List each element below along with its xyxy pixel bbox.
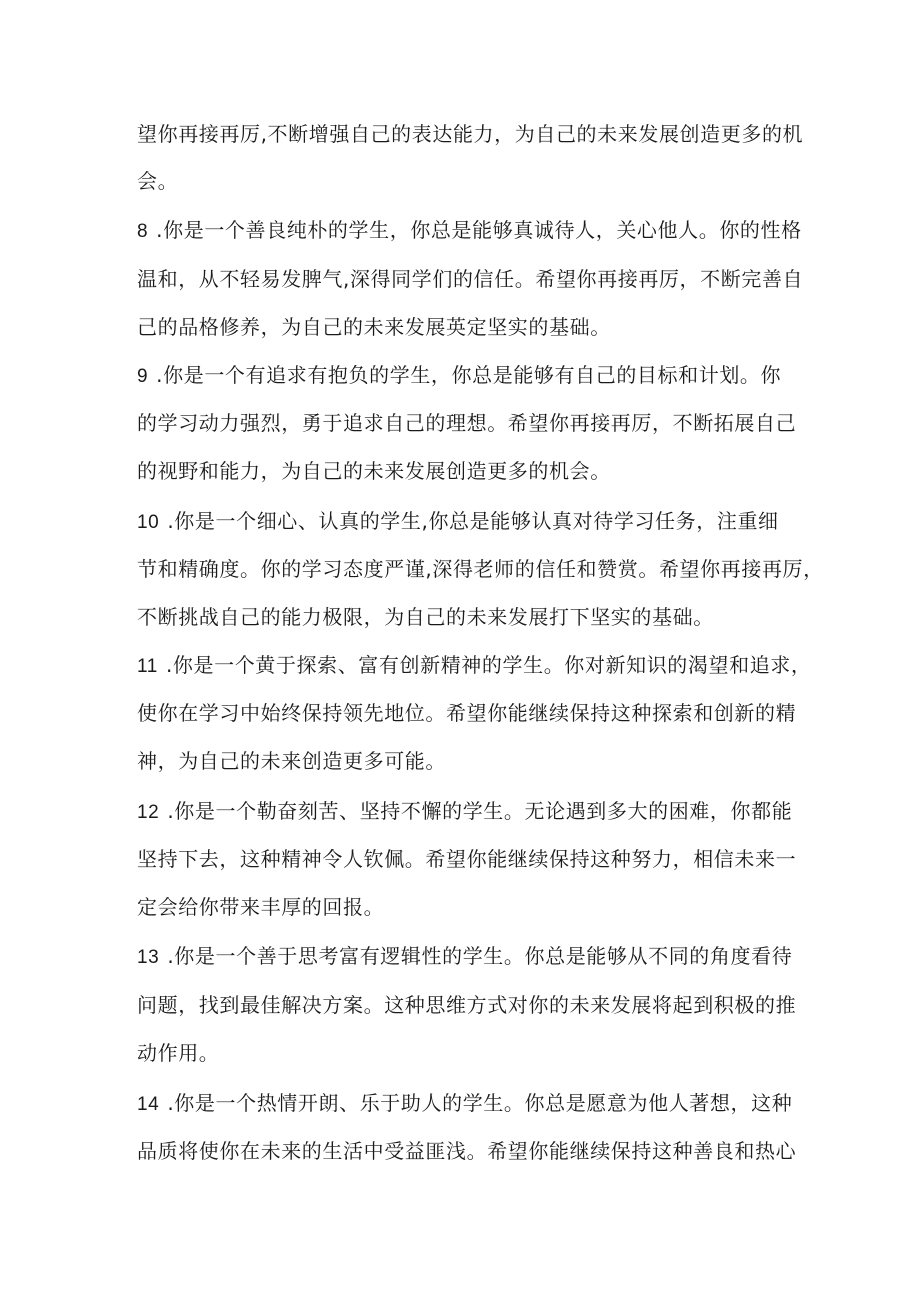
text-line: [137, 456, 797, 488]
text-line: [137, 360, 797, 392]
text-line: [137, 506, 797, 538]
item-number: 13: [137, 947, 160, 968]
text-line: [137, 1136, 797, 1168]
line-text: 品质将使你在未来的生活中受益匪浅。希望你能继续保持这种善良和热心: [137, 1139, 797, 1163]
item-number: 14: [137, 1094, 160, 1115]
line-text: .你是一个善良纯朴的学生，你总是能够真诚待人，关心他人。你的性格: [156, 218, 802, 242]
text-line: [137, 215, 802, 247]
text-line: [137, 650, 812, 682]
line-text: 定会给你带来丰厚的回报。: [137, 895, 385, 919]
line-text: 己的品格修养，为自己的未来发展英定坚实的基础。: [137, 315, 611, 339]
line-text: 节和精确度。你的学习态度严谨,深得老师的信任和赞赏。希望你再接再厉，: [137, 557, 824, 581]
line-text: .你是一个热情开朗、乐于助人的学生。你总是愿意为他人著想，这种: [167, 1091, 793, 1115]
line-text: 问题，找到最佳解决方案。这种思维方式对你的未来发展将起到积极的推: [137, 993, 797, 1017]
text-line: [137, 264, 804, 296]
line-text: 不断挑战自己的能力极限，为自己的未来发展打下坚实的基础。: [137, 605, 714, 629]
text-line: [137, 312, 797, 344]
line-text: 的学习动力强烈，勇于追求自己的理想。希望你再接再厉，不断拓展自己: [137, 411, 797, 435]
text-line: [137, 844, 797, 876]
text-line: [137, 796, 797, 828]
text-line: [137, 1038, 797, 1070]
line-text: 使你在学习中始终保持领先地位。希望你能继续保持这种探索和创新的精: [137, 701, 797, 725]
line-text: 坚持下去，这种精神令人钦佩。希望你能继续保持这种努力，相信未来一: [137, 847, 797, 871]
line-text: .你是一个有追求有抱负的学生，你总是能够有自己的目标和计划。你: [156, 363, 782, 387]
line-text: 望你再接再厉,不断增强自己的表达能力，为自己的未来发展创造更多的机: [137, 122, 804, 146]
line-text: 动作用。: [137, 1041, 220, 1065]
line-text: .你是一个黄于探索、富有创新精神的学生。你对新知识的渴望和追求，: [165, 653, 812, 677]
item-number: 8: [137, 221, 149, 242]
item-number: 9: [137, 366, 149, 387]
line-text: 的视野和能力，为自己的未来发展创造更多的机会。: [137, 459, 611, 483]
text-line: [137, 119, 804, 151]
line-text: .你是一个善于思考富有逻辑性的学生。你总是能够从不同的角度看待: [167, 944, 793, 968]
line-text: 会。: [137, 169, 179, 193]
item-number: 11: [137, 656, 158, 677]
text-line: [137, 408, 797, 440]
text-line: [137, 990, 797, 1022]
line-text: .你是一个勒奋刻苦、坚持不懈的学生。无论遇到多大的困难，你都能: [167, 799, 793, 823]
line-text: 神，为自己的未来创造更多可能。: [137, 749, 446, 773]
text-line: [137, 941, 797, 973]
text-line: [137, 554, 824, 586]
line-text: .你是一个细心、认真的学生,你总是能够认真对待学习任务，注重细: [167, 509, 779, 533]
text-line: [137, 698, 797, 730]
text-line: [137, 1088, 797, 1120]
text-line: [137, 746, 797, 778]
line-text: 温和，从不轻易发脾气,深得同学们的信任。希望你再接再厉，不断完善自: [137, 267, 804, 291]
text-line: [137, 892, 797, 924]
text-line: [137, 166, 797, 198]
item-number: 10: [137, 512, 160, 533]
text-line: [137, 602, 797, 634]
item-number: 12: [137, 802, 160, 823]
